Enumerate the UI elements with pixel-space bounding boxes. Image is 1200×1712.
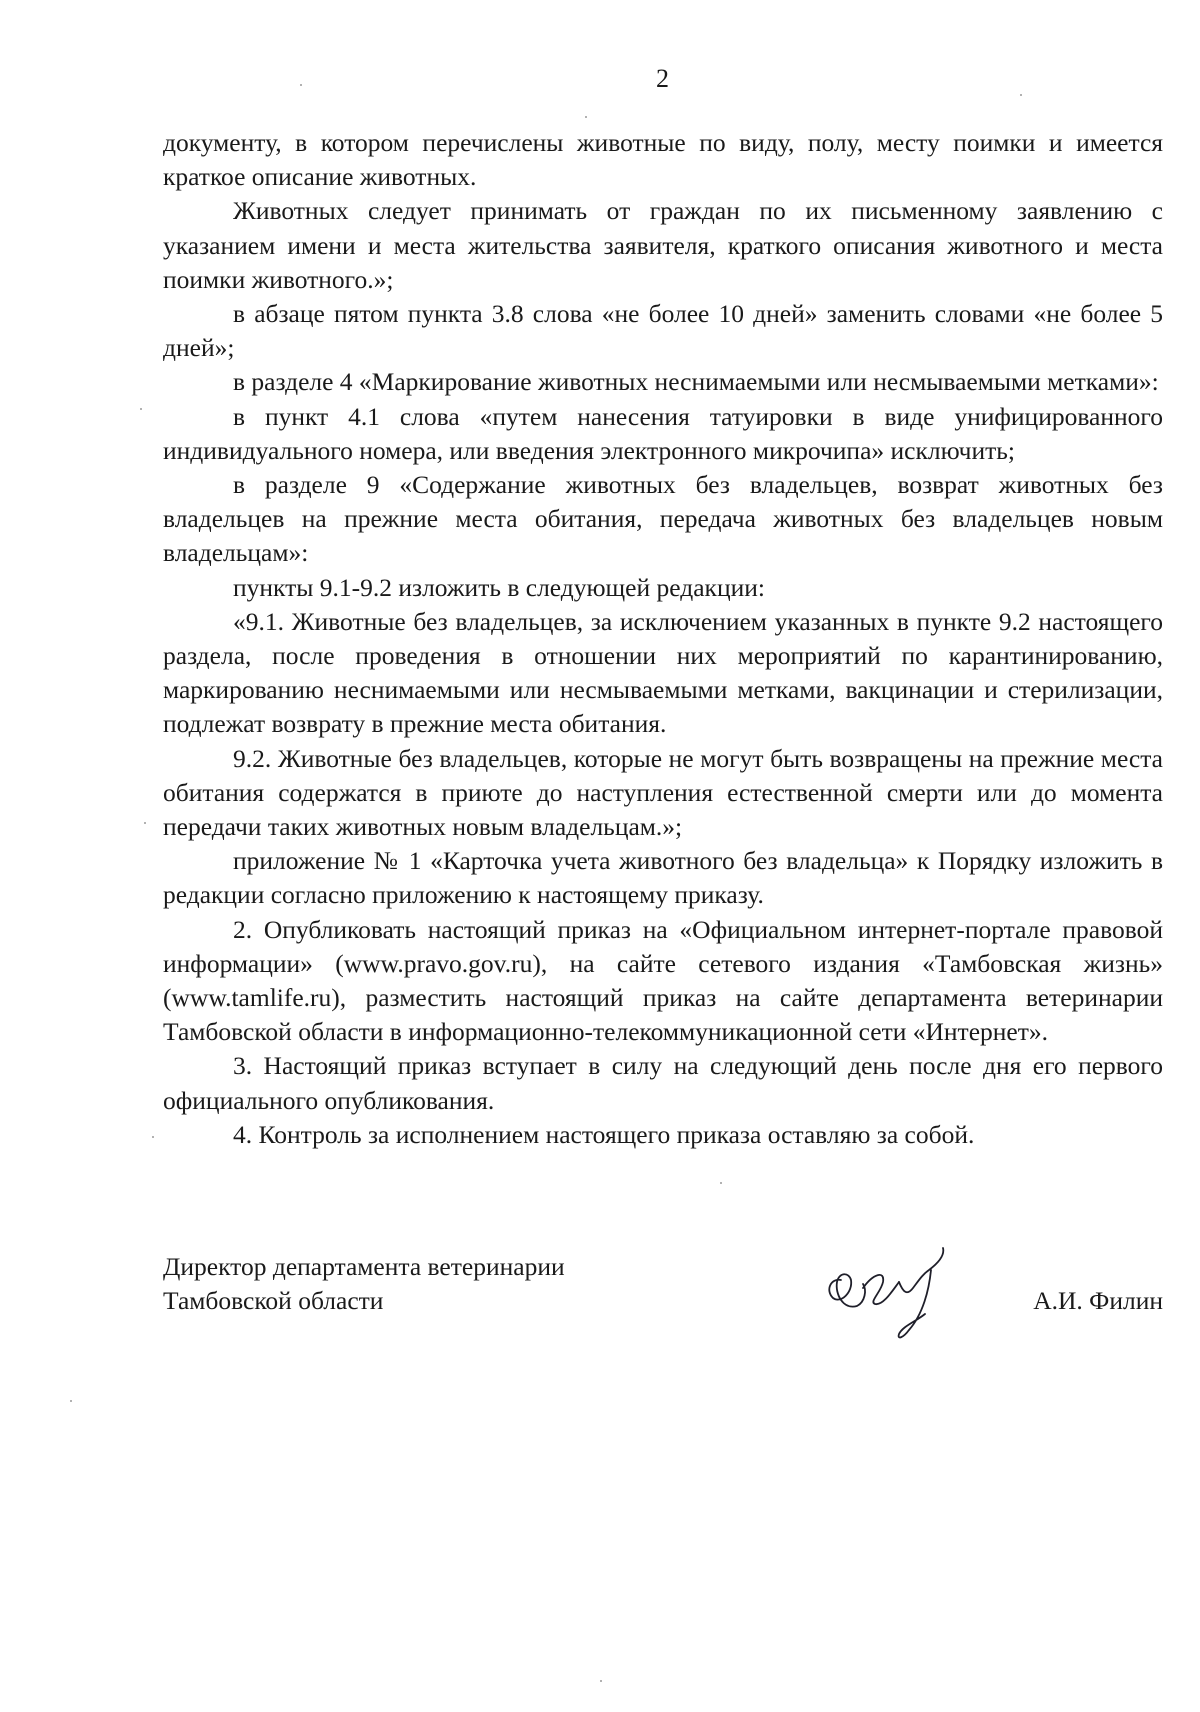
signatory-title-line: Директор департамента ветеринарии xyxy=(163,1252,565,1281)
scan-speck xyxy=(144,822,146,824)
paragraph: в пункт 4.1 слова «путем нанесения татуировки в виде унифицированного индивидуального номера, или введения электронного микрочипа» исключить; xyxy=(163,401,1163,465)
paragraph: Животных следует принимать от граждан по их письменному заявлению с указанием имени и места жительства заявителя, краткого описания животного и места поимки животного.»; xyxy=(163,196,1163,294)
document-body xyxy=(163,126,1163,1152)
paragraph: 9.2. Животные без владельцев, которые не могут быть возвращены на прежние места обитания содержатся в приюте до наступления естественной смерти или до момента передачи таких животных новым владельцам.»; xyxy=(163,743,1163,842)
paragraph: в разделе 4 «Маркирование животных неснимаемыми или несмываемыми метками»: xyxy=(233,367,1159,397)
scan-speck xyxy=(585,116,587,118)
signature-block xyxy=(163,1250,1163,1370)
scan-speck xyxy=(1020,94,1022,96)
scan-speck xyxy=(140,408,142,410)
signatory-title-line: Тамбовской области xyxy=(163,1286,384,1315)
scan-speck xyxy=(600,1680,602,1682)
page-number: 2 xyxy=(656,64,669,93)
scan-speck xyxy=(70,1400,72,1402)
scan-speck xyxy=(720,1182,722,1184)
paragraph: 3. Настоящий приказ вступает в силу на следующий день после дня его первого официального опубликования. xyxy=(163,1051,1163,1115)
signatory-title xyxy=(163,1250,723,1318)
paragraph: в разделе 9 «Содержание животных без владельцев, возврат животных без владельцев на прежние места обитания, передача животных без владельцев новым владельцам»: xyxy=(163,470,1163,568)
paragraph: 4. Контроль за исполнением настоящего приказа оставляю за собой. xyxy=(233,1119,975,1149)
paragraph: «9.1. Животные без владельцев, за исключением указанных в пункте 9.2 настоящего раздела, после проведения в отношении них мероприятий по карантинированию, маркированию неснимаемыми или несмываемыми метками, вакцинации и стерилизации, подлежат возврату в прежние места обитания. xyxy=(163,606,1163,739)
scan-speck xyxy=(300,84,302,86)
paragraph: 2. Опубликовать настоящий приказ на «Официальном интернет-портале правовой информации» (www.pravo.gov.ru), на сайте сетевого издания «Тамбовская жизнь» (www.tamlife.ru), разместить настоящий приказ на сайте департамента ветеринарии Тамбовской области в информационно-телекоммуникационной сети «Интернет». xyxy=(163,914,1163,1047)
paragraph: документу, в котором перечислены животные по виду, полу, месту поимки и имеется краткое описание животных. xyxy=(163,128,1163,192)
paragraph: пункты 9.1-9.2 изложить в следующей редакции: xyxy=(233,572,765,602)
signatory-name: А.И. Филин xyxy=(1033,1286,1163,1315)
scan-speck xyxy=(152,1136,154,1138)
paragraph: приложение № 1 «Карточка учета животного без владельца» к Порядку изложить в редакции согласно приложению к настоящему приказу. xyxy=(163,846,1163,910)
paragraph: в абзаце пятом пункта 3.8 слова «не более 10 дней» заменить словами «не более 5 дней»; xyxy=(163,299,1163,363)
handwritten-signature xyxy=(813,1230,973,1350)
